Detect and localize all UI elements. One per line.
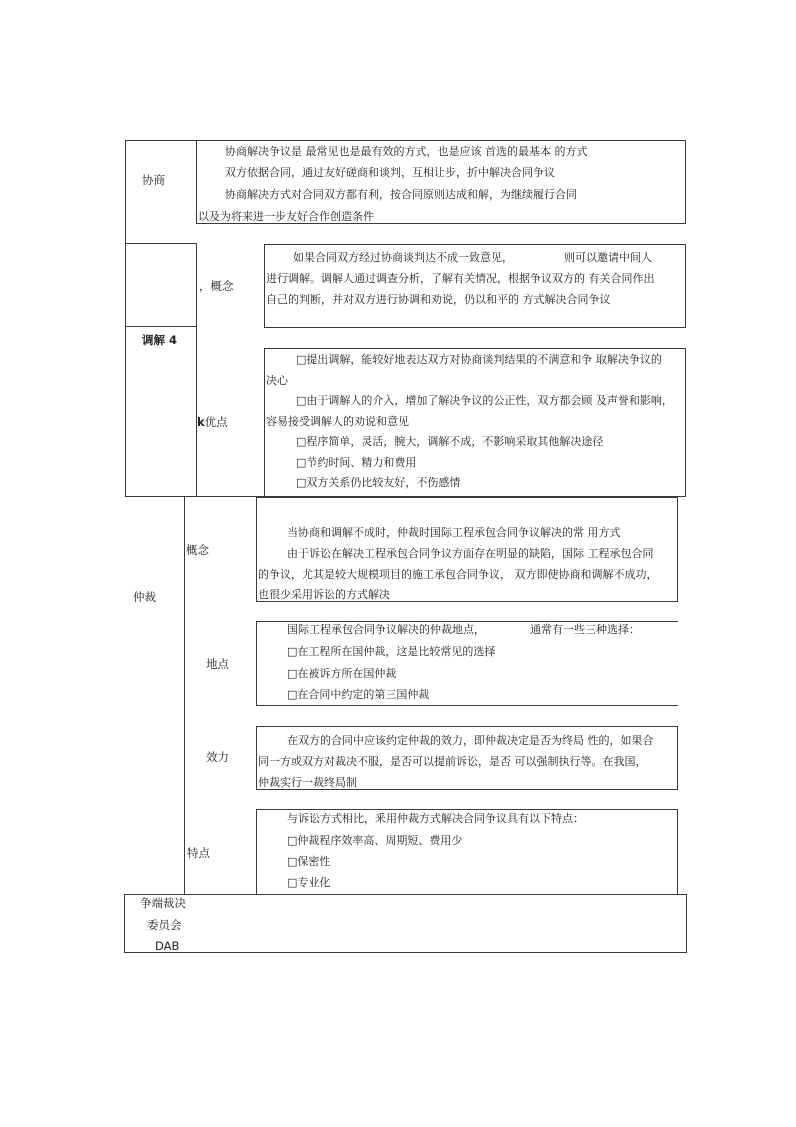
rule bbox=[256, 705, 678, 706]
rule bbox=[264, 348, 265, 497]
tiaojie-label: 调解 4 bbox=[142, 333, 178, 347]
rule bbox=[264, 244, 685, 245]
dab-label-line: 委员会 bbox=[147, 918, 182, 932]
rule bbox=[256, 621, 257, 706]
zhongcai-effect-line: 仲裁实行一裁终局制 bbox=[258, 776, 357, 789]
zhongcai-feature-line: □仲裁程序效率高、周期短、费用少 bbox=[287, 834, 463, 847]
dab-label-line: DAB bbox=[155, 939, 180, 953]
rule bbox=[264, 327, 685, 328]
rule bbox=[256, 789, 678, 790]
rule bbox=[125, 243, 196, 244]
rule bbox=[677, 726, 678, 790]
tiaojie-concept-line: 如果合同双方经过协商谈判达不成一致意见， bbox=[293, 251, 513, 264]
tiaojie-adv-line: □由于调解人的介入，增加了解决争议的公正性，双方都会顾 及声誉和影响， bbox=[296, 394, 673, 407]
zhongcai-concept-line: 也很少采用诉讼的方式解决 bbox=[258, 588, 390, 601]
rule bbox=[685, 140, 686, 224]
rule bbox=[685, 348, 686, 497]
zhongcai-label: 仲裁 bbox=[133, 590, 156, 604]
tiaojie-adv-line: □双方关系仍比较友好，不伤感情 bbox=[296, 476, 461, 489]
zhongcai-place-line: 通常有一些三种选择： bbox=[530, 623, 640, 636]
zhongcai-place-line: □在被诉方所在国仲裁 bbox=[287, 667, 397, 680]
tiaojie-adv-label bbox=[197, 415, 228, 429]
rule bbox=[256, 809, 678, 810]
rule bbox=[184, 496, 185, 894]
tiaojie-adv-line: 决心 bbox=[266, 374, 288, 387]
rule bbox=[256, 621, 678, 622]
adv-prefix: k bbox=[197, 415, 205, 429]
rule bbox=[125, 326, 196, 327]
zhongcai-feature-line: 与诉讼方式相比，釆用仲裁方式解决合同争议具有以下特点： bbox=[287, 812, 584, 825]
zhongcai-place-line: 国际工程承包合同争议解决的仲裁地点， bbox=[287, 623, 485, 636]
tiaojie-concept-line: 进行调解。调解人通过调查分析，了解有关情况，根据争议双方的 有关合同作出 bbox=[266, 272, 655, 285]
zhongcai-effect-line: 在双方的合同中应该约定仲裁的效力，即仲裁决定是否为终局 性的，如果合 bbox=[287, 734, 654, 747]
xieshang-line: 以及为将来进一步友好合作创造条件 bbox=[198, 210, 374, 223]
adv-label-text: 优点 bbox=[204, 415, 228, 429]
tiaojie-adv-line: □节约时间、精力和费用 bbox=[296, 456, 417, 469]
xieshang-line: 协商解决争议是 最常见也是最有效的方式，也是应该 首选的最基本 的方式 bbox=[225, 145, 588, 158]
xieshang-line: 协商解决方式对合同双方都有利，按合同原则达成和解，为继续履行合同 bbox=[225, 188, 577, 201]
rule bbox=[196, 223, 686, 224]
rule bbox=[125, 140, 686, 141]
rule bbox=[256, 601, 678, 602]
tiaojie-adv-line: □提出调解，能较好地表达双方对协商谈判结果的不满意和争 取解决争议的 bbox=[296, 353, 662, 366]
zhongcai-effect-line: 同一方或双方对裁决不服，是否可以提前诉讼，是否 可以强制执行等。在我国， bbox=[258, 755, 647, 768]
rule bbox=[124, 894, 125, 953]
tiaojie-adv-line: 容易接受调解人的劝说和意见 bbox=[266, 415, 409, 428]
rule bbox=[256, 809, 257, 894]
zhongcai-place-line: □在工程所在国仲裁，这是比较常见的选择 bbox=[287, 645, 496, 658]
dab-label-line: 争端裁决 bbox=[140, 896, 186, 910]
zhongcai-concept-label: 概念 bbox=[186, 543, 209, 557]
rule bbox=[124, 952, 687, 953]
tiaojie-concept-line: 自己的判断，并对双方进行协调和劝说，仍以和平的 方式解决合同争议 bbox=[266, 293, 611, 306]
tiaojie-concept-label: ，概念 bbox=[199, 279, 234, 293]
rule bbox=[256, 497, 678, 498]
zhongcai-concept-line: 当协商和调解不成时，仲裁时国际工程承包合同争议解决的常 用方式 bbox=[287, 526, 621, 539]
zhongcai-place-label: 地点 bbox=[206, 657, 229, 671]
zhongcai-feature-line: □保密性 bbox=[287, 855, 331, 868]
rule bbox=[677, 809, 678, 894]
rule bbox=[256, 726, 257, 790]
rule bbox=[196, 140, 197, 224]
rule bbox=[256, 497, 257, 602]
rule bbox=[264, 348, 685, 349]
zhongcai-concept-line: 的争议，尤其是较大规模项目的施工承包合同争议， 双方即使协商和调解不成功， bbox=[258, 568, 658, 581]
zhongcai-feature-line: □专业化 bbox=[287, 876, 331, 889]
zhongcai-concept-line: 由于诉讼在解决工程承包合同争议方面存在明显的缺陷，国际 工程承包合同 bbox=[287, 547, 654, 560]
rule bbox=[125, 140, 126, 497]
rule bbox=[677, 497, 678, 602]
rule bbox=[124, 894, 687, 895]
tiaojie-adv-line: □程序简单，灵活，腕大，调解不成，不影响采取其他解决途径 bbox=[296, 435, 604, 448]
rule bbox=[196, 243, 197, 497]
xieshang-label: 协商 bbox=[142, 173, 165, 187]
zhongcai-place-line: □在合同中约定的第三国仲裁 bbox=[287, 688, 430, 701]
rule bbox=[686, 894, 687, 953]
rule bbox=[685, 244, 686, 328]
rule bbox=[264, 244, 265, 328]
zhongcai-effect-label: 效力 bbox=[206, 750, 229, 764]
tiaojie-concept-line: 则可以邀请中间人 bbox=[564, 251, 652, 264]
rule bbox=[256, 726, 678, 727]
xieshang-line: 双方依据合同，通过友好磋商和谈判，互相让步，折中解决合同争议 bbox=[225, 166, 555, 179]
zhongcai-feature-label: 特点 bbox=[187, 846, 210, 860]
